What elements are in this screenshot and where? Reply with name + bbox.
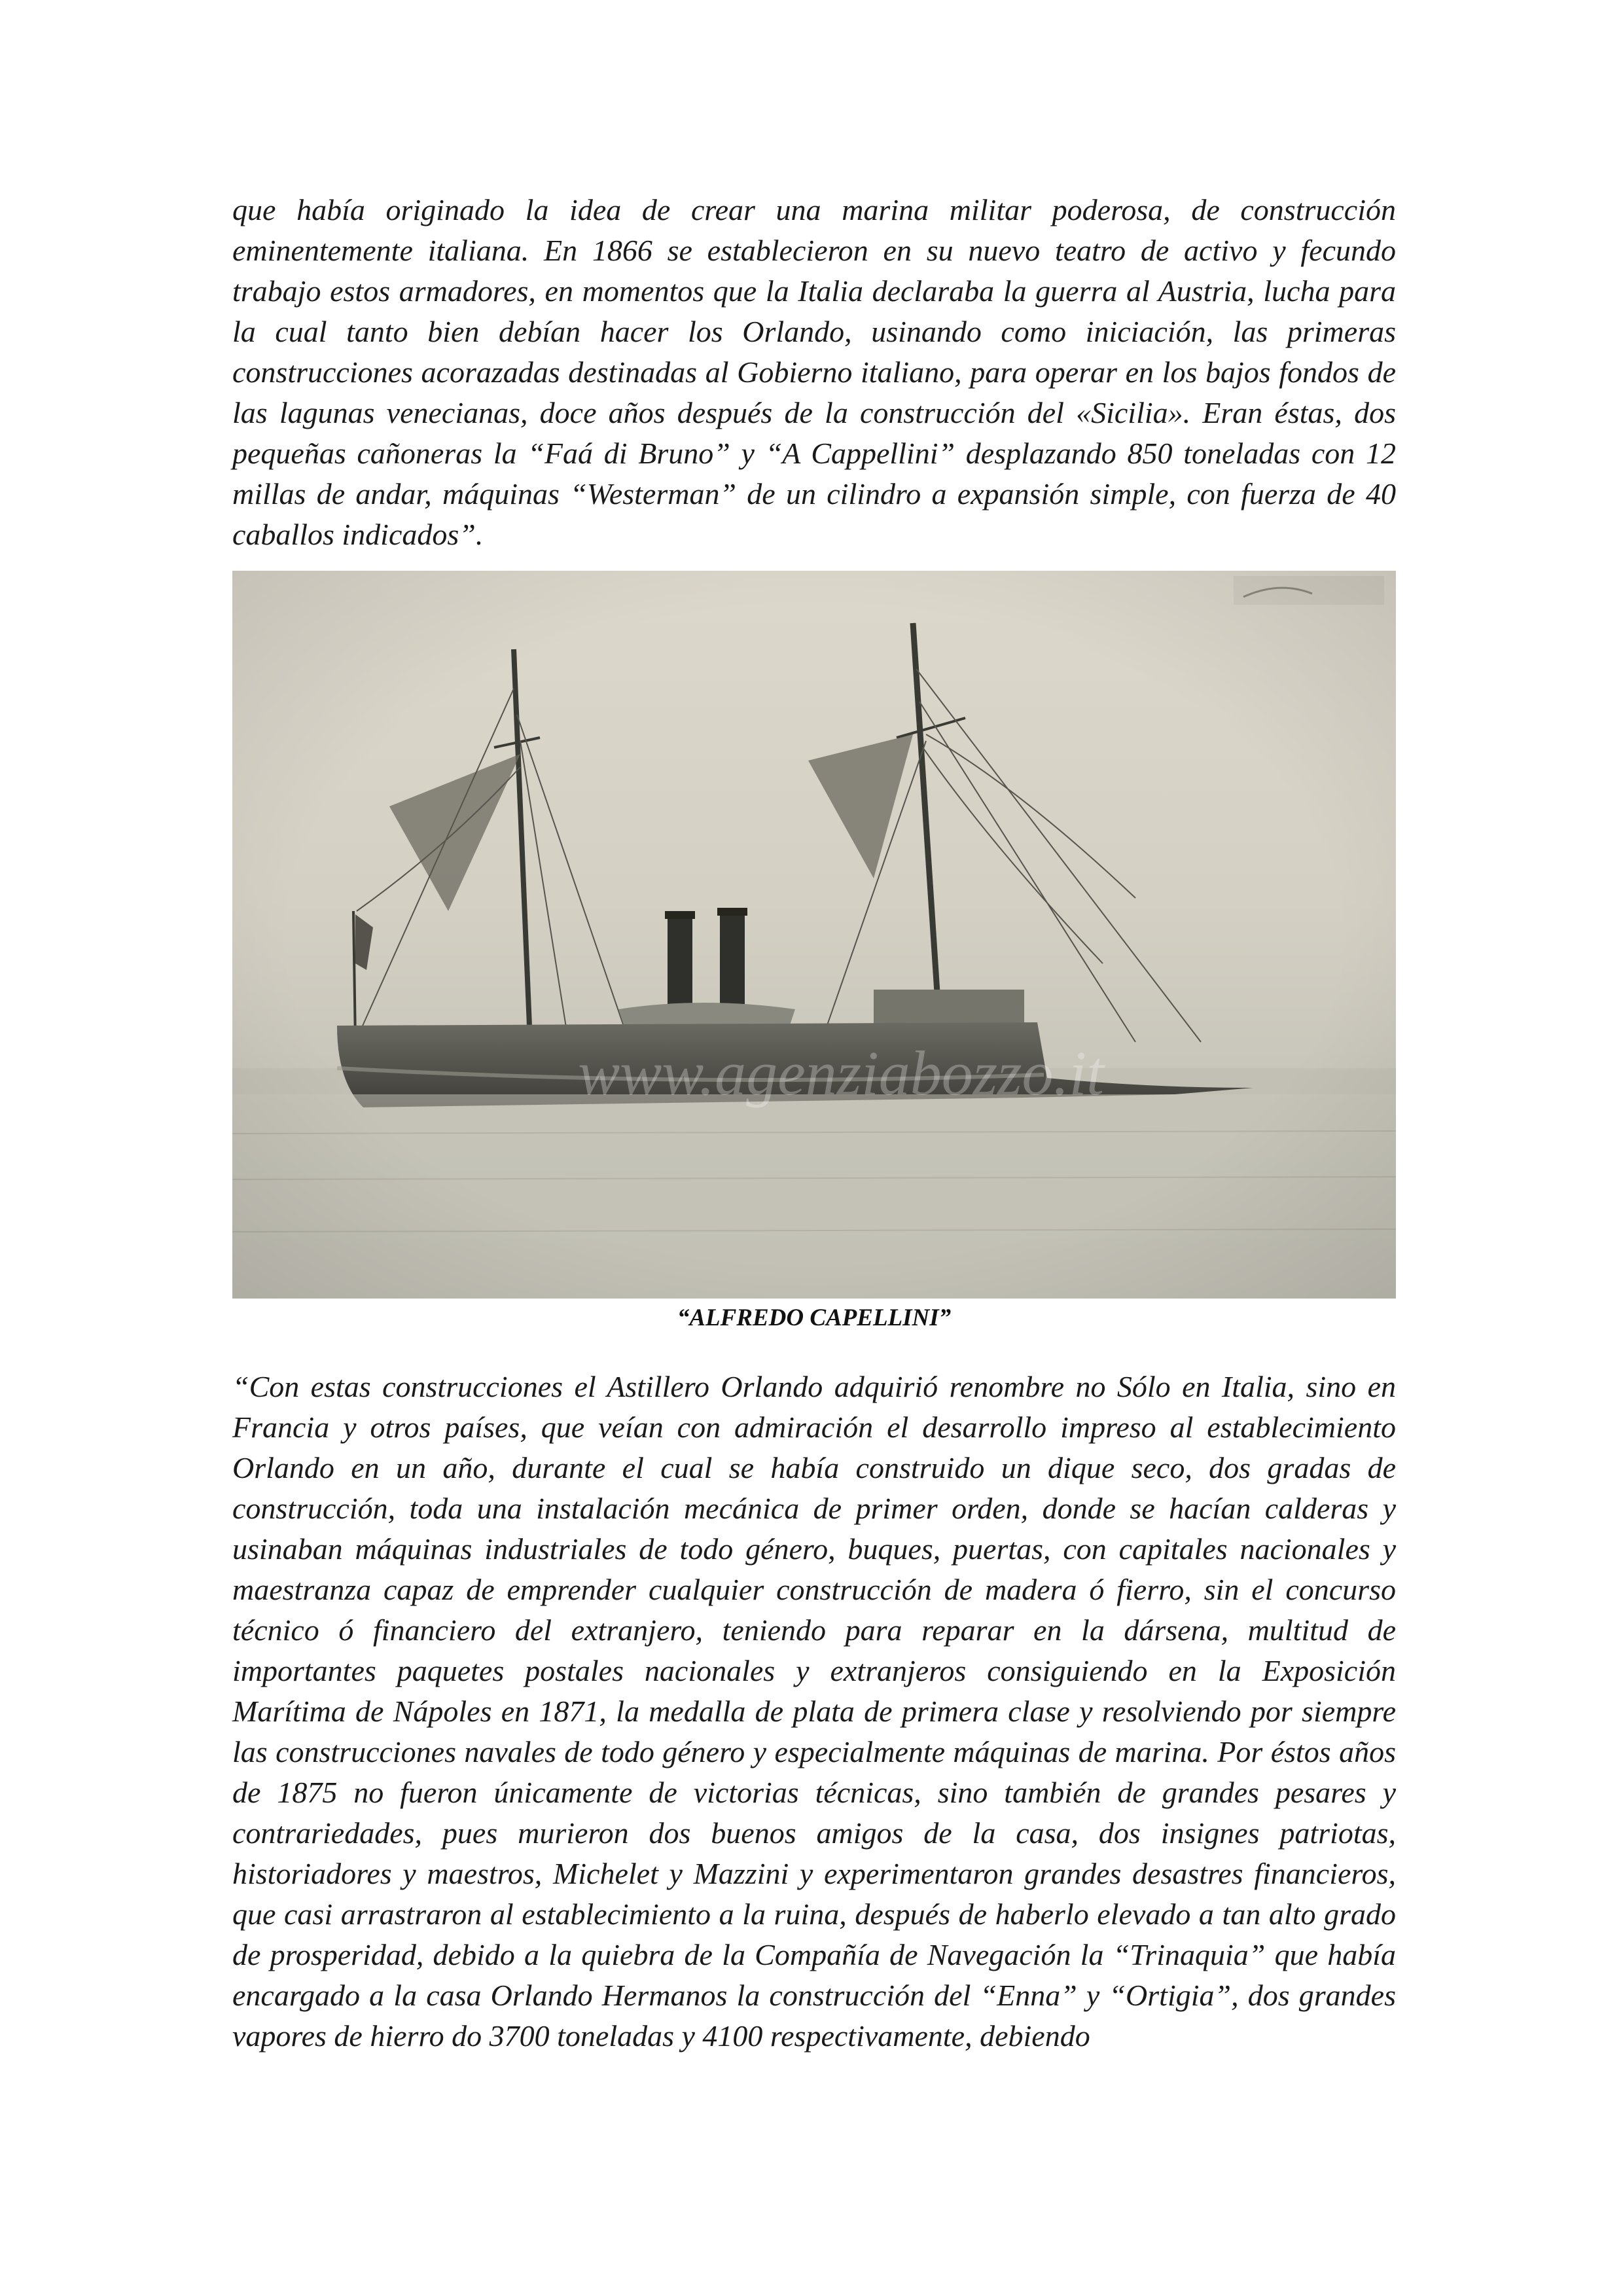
body-paragraph: “Con estas construcciones el Astillero Orlando adquirió renombre no Sólo en Italia, sino en Francia y otros países, que veían con admiración el desarrollo impreso al establecimiento Orlando en un año, durante el cual se había construido un dique seco, dos gradas de construcción, toda una instalación mecánica de primer orden, donde se hacían calderas y usinaban máquinas industriales de todo género, buques, puertas, con capitales nacionales y maestranza capaz de emprender cualquier construcción de madera ó fierro, sin el concurso técnico ó financiero del extranjero, teniendo para reparar en la dársena, multitud de importantes paquetes postales nacionales y extranjeros consiguiendo en la Exposición Marítima de Nápoles en 1871, la medalla de plata de primera clase y resolviendo por siempre las construcciones navales de todo género y especialmente máquinas de marina. Por éstos años de 1875 no fueron únicamente de victorias técnicas, sino también de grandes pesares y contrariedades, pues murieron dos buenos amigos de la casa, dos insignes patriotas, historiadores y maestros, Michelet y Mazzini y experimentaron grandes desastres financieros, que casi arrastraron al establecimiento a la ruina, después de haberlo elevado a tan alto grado de prosperidad, debido a la quiebra de la Compañía de Navegación la “Trinaquia” que había encargado a la casa Orlando Hermanos la construcción del “Enna” y “Ortigia”, dos grandes vapores de hierro do 3700 toneladas y 4100 respectivamente, debiendo xyxy=(232,1370,1396,2053)
ship-photograph xyxy=(232,571,1396,1299)
body-paragraph: que había originado la idea de crear una marina militar poderosa, de construcción eminentemente italiana. En 1866 se establecieron en su nuevo teatro de activo y fecundo trabajo estos armadores, en momentos que la Italia declaraba la guerra al Austria, lucha para la cual tanto bien debían hacer los Orlando, usinando como iniciación, las primeras construcciones acorazadas destinadas al Gobierno italiano, para operar en los bajos fondos de las lagunas venecianas, doce años después de la construcción del «Sicilia». Eran éstas, dos pequeñas cañoneras la “Faá di Bruno” y “A Cappellini” desplazando 850 toneladas con 12 millas de andar, máquinas “Westerman” de un cilindro a expansión simple, con fuerza de 40 caballos indicados”. xyxy=(232,193,1396,551)
figure-caption: “ALFREDO CAPELLINI” xyxy=(677,1304,952,1331)
ship-illustration xyxy=(232,571,1396,1299)
